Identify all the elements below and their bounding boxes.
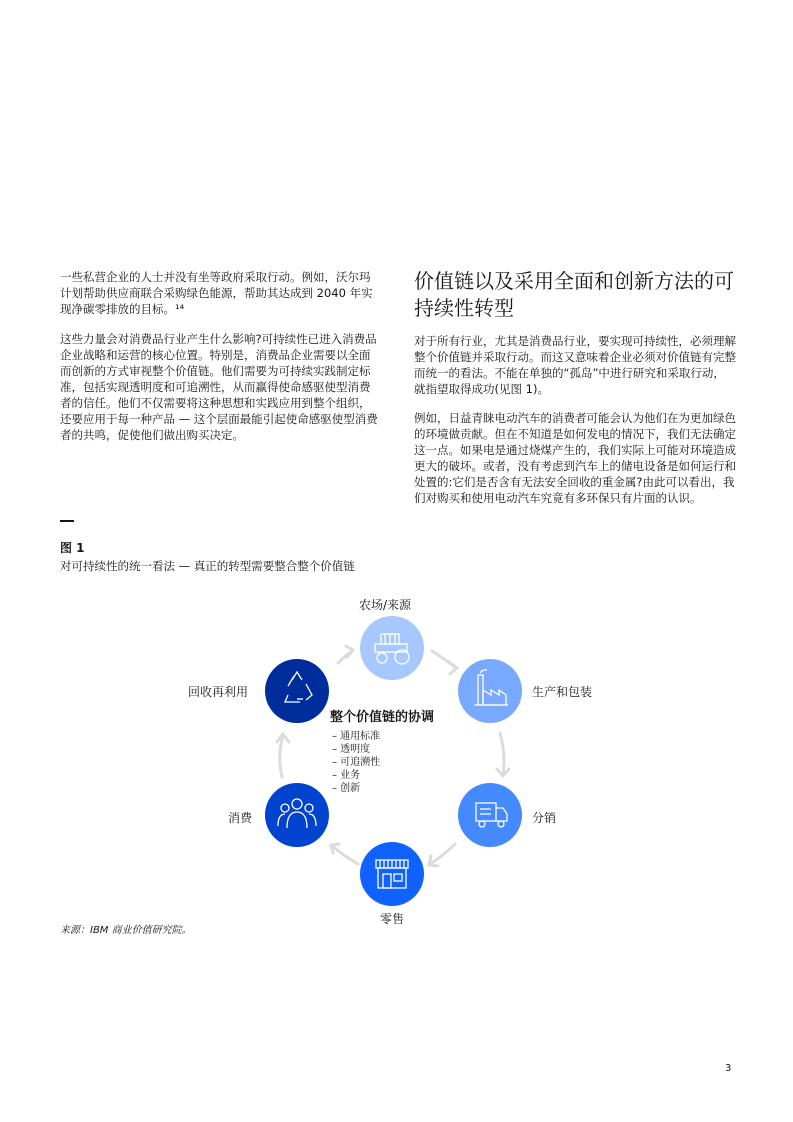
arrow-consumption-to-recycle: [280, 736, 283, 777]
node-label-production: 生产和包装: [532, 685, 593, 699]
center-list-item: – 创新: [332, 783, 361, 794]
node-label-retail: 零售: [380, 912, 405, 926]
figure-source: 来源：IBM 商业价值研究院。: [60, 925, 192, 936]
arrow-production-to-distribution: [500, 733, 504, 775]
node-label-distribution: 分销: [532, 811, 557, 825]
right-paragraph-2: 例如，日益青睐电动汽车的消费者可能会认为他们在为更加绿色的环境做贡献。但在不知道是如何发电的情况下，我们无法确定这一点。如果电是通过烧煤产生的，我们实际上可能对环境造成更大的破坏。或者，没有考虑到汽车上的储电设备是如何运行和处置的:它们是否含有无法安全回收的重金属?由此可以看出，我们对购买和使用电动汽车究竟有多环保只有片面的认识。: [414, 411, 736, 505]
node-label-farm: 农场/来源: [359, 598, 412, 612]
node-distribution: [458, 783, 522, 847]
left-paragraph-1: 一些私营企业的人士并没有坐等政府采取行动。例如，沃尔玛计划帮助供应商联合采购绿色能源，帮助其达成到 2040 年实现净碳零排放的目标。¹⁴: [60, 270, 373, 316]
node-farm: [360, 616, 424, 680]
section-heading: 价值链以及采用全面和创新方法的可持续性转型: [414, 269, 734, 320]
node-production: [458, 659, 522, 723]
node-recycle: [265, 659, 329, 723]
center-title: 整个价值链的协调: [330, 710, 435, 725]
center-list-item: – 业务: [332, 770, 361, 781]
right-paragraph-1: 对于所有行业，尤其是消费品行业，要实现可持续性，必须理解整个价值链并采取行动。而这又意味着企业必须对价值链有完整而统一的看法。不能在单独的“孤岛”中进行研究和采取行动，就指望取得成功(见图 1)。: [414, 334, 736, 396]
page-number: 3: [725, 1063, 732, 1074]
node-retail: [360, 842, 424, 906]
node-label-recycle: 回收再利用: [188, 685, 249, 699]
node-consumption: [265, 783, 329, 847]
left-paragraph-2: 这些力量会对消费品行业产生什么影响?可持续性已进入消费品企业战略和运营的核心位置。特别是，消费品企业需要以全面而创新的方式审视整个价值链。他们需要为可持续实践制定标准，包括实现透明度和可追溯性，从而赢得使命感驱使型消费者的信任。他们不仅需要将这种思想和实践应用到整个组织，还要应用于每一种产品 — 这个层面最能引起使命感驱使型消费者的共鸣，促使他们做出购买决定。: [60, 332, 378, 442]
node-label-consumption: 消费: [228, 811, 253, 825]
figure-label: 图 1: [60, 541, 85, 555]
center-list: [332, 730, 380, 795]
figure-caption: 对可持续性的统一看法 — 真正的转型需要整合整个价值链: [60, 559, 355, 573]
center-list-item: – 通用标准: [332, 731, 381, 742]
arrow-retail-to-consumption: [332, 846, 358, 864]
arrow-distribution-to-retail: [430, 844, 455, 864]
center-list-item: – 可追溯性: [332, 757, 381, 768]
center-list-item: – 透明度: [332, 744, 371, 755]
